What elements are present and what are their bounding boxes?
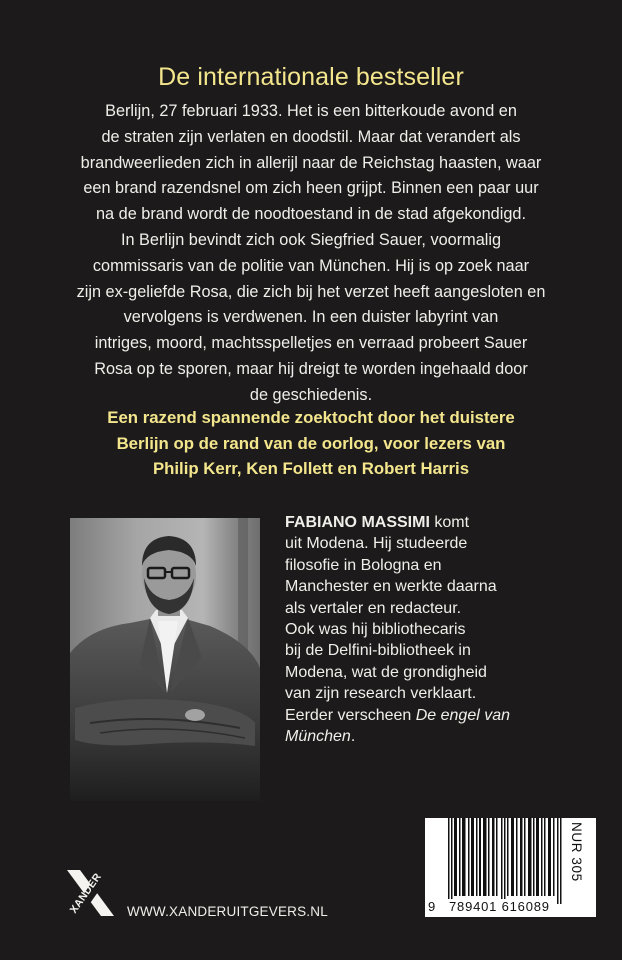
author-photo [70, 518, 260, 801]
previous-book-title: München [285, 728, 351, 746]
blurb-line: vervolgens is verdwenen. In een duister labyrint van [123, 308, 499, 327]
blurb-line: Rosa op te sporen, maar hij dreigt te worden ingehaald door [94, 359, 528, 378]
blurb-line: Berlijn, 27 februari 1933. Het is een bitterkoude avond en [105, 102, 517, 120]
bio-line: bij de Delfini-bibliotheek in [285, 642, 471, 660]
xander-x-logo-icon [66, 866, 116, 918]
barcode-bars-icon [448, 818, 562, 904]
promo-highlight [60, 405, 562, 482]
bio-line: München. [285, 728, 356, 746]
highlight-line: Philip Kerr, Ken Follett en Robert Harris [152, 459, 470, 479]
bio-line: van zijn research verklaart. [285, 685, 477, 703]
blurb-line: na de brand wordt de noodtoestand in de stad afgekondigd. [96, 205, 526, 224]
bio-line: filosofie in Bologna en [285, 556, 442, 574]
blurb-paragraph-1 [60, 99, 562, 228]
author-portrait-icon [70, 518, 260, 801]
isbn-number: 9 789401 616089 [428, 899, 550, 914]
bio-line: Modena, wat de grondigheid [285, 663, 487, 681]
svg-text:XANDER: XANDER [67, 871, 104, 916]
blurb-line: de straten zijn verlaten en doodstil. Maar dat verandert als [101, 127, 521, 146]
bio-line: Ook was hij bibliothecaris [285, 621, 466, 639]
nur-code: NUR 305 [569, 822, 584, 882]
bio-line: uit Modena. Hij studeerde [285, 535, 468, 553]
blurb-line: In Berlijn bevindt zich ook Siegfried Sauer, voormalig [120, 231, 502, 249]
publisher-website-link[interactable]: WWW.XANDERUITGEVERS.NL [127, 904, 328, 919]
author-bio [285, 512, 575, 747]
bio-line: als vertaler en redacteur. [285, 599, 462, 617]
blurb-line: intriges, moord, machtsspelletjes en verraad probeert Sauer [94, 334, 528, 353]
highlight-line: Een razend spannende zoektocht door het duistere [107, 408, 515, 427]
blurb-line: commissaris van de politie van München. Hij is op zoek naar [92, 256, 530, 275]
highlight-line: Berlijn op de rand van de oorlog, voor lezers van [116, 433, 506, 453]
previous-book-title: De engel van [415, 706, 511, 724]
blurb-line: de geschiedenis. [249, 385, 373, 404]
author-name: FABIANO MASSIMI [285, 514, 430, 531]
xander-logo [66, 866, 116, 918]
blurb-line: een brand razendsnel om zich heen grijpt. Binnen een paar uur [83, 179, 539, 198]
blurb-line: zijn ex-geliefde Rosa, die zich bij het verzet heeft aangesloten en [76, 282, 546, 301]
bio-line: Eerder verscheen De engel van [285, 706, 511, 724]
isbn-barcode [425, 818, 596, 917]
bio-line: Manchester en werkte daarna [285, 578, 497, 596]
bio-line: FABIANO MASSIMI komt [285, 514, 470, 531]
blurb-paragraph-2 [60, 228, 562, 409]
cover-tagline: De internationale bestseller [158, 63, 464, 91]
blurb-line: brandweerlieden zich in allerijl naar de Reichstag haasten, waar [80, 153, 542, 172]
